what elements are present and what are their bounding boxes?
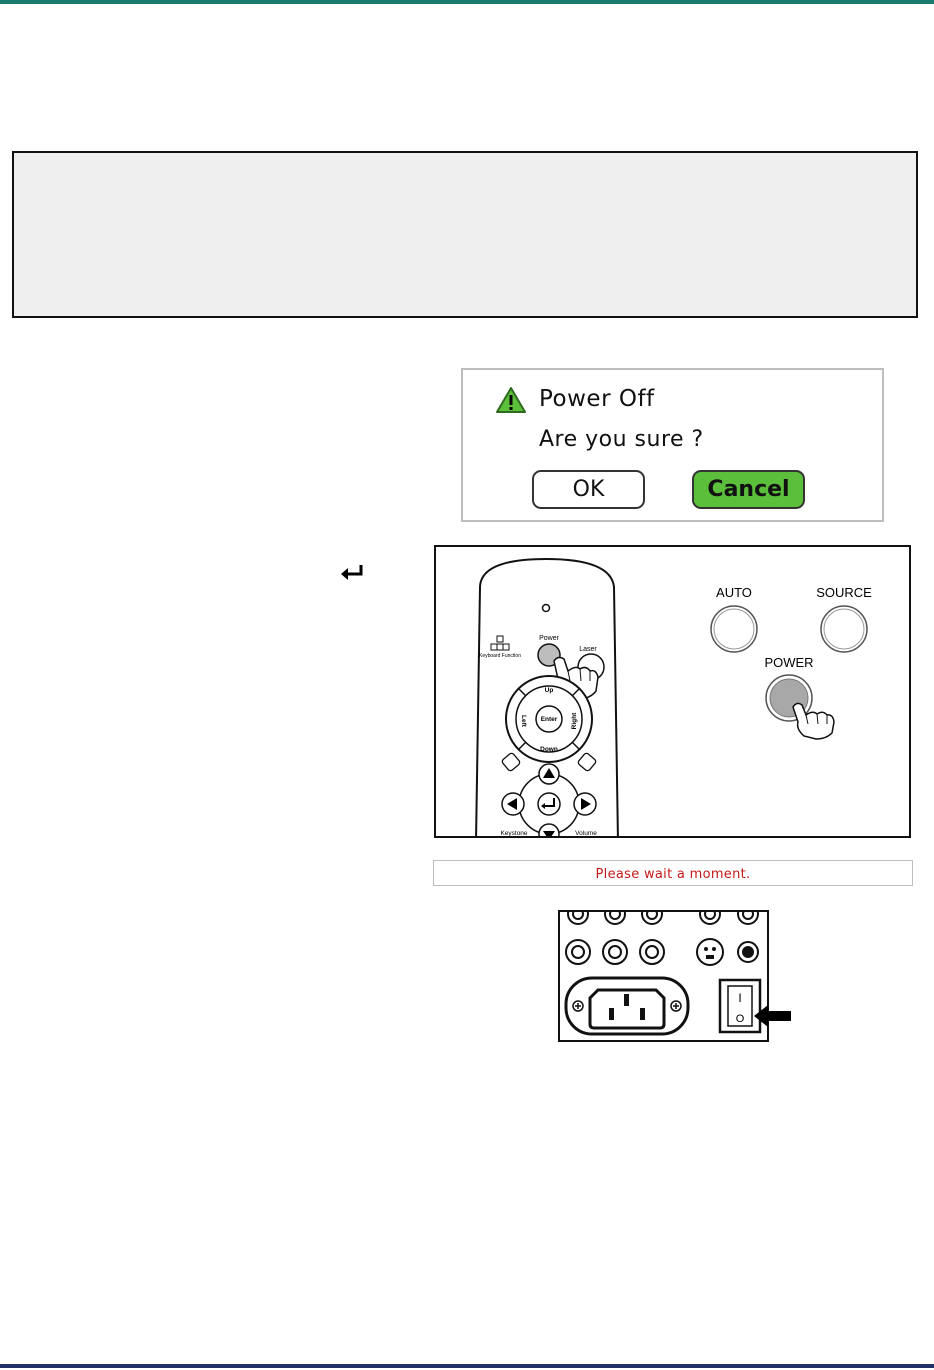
footer-rule <box>0 1364 934 1368</box>
rear-panel-drawing <box>560 912 767 1040</box>
connector-row-middle <box>566 939 758 965</box>
note-box <box>12 151 918 318</box>
cancel-button[interactable]: Cancel <box>692 470 805 509</box>
auto-button[interactable] <box>711 606 757 652</box>
remote-laser-label: Laser <box>579 646 597 653</box>
enter-key-icon <box>338 562 366 584</box>
remote-power-label: Power <box>539 635 559 642</box>
ac-inlet <box>566 978 688 1034</box>
source-button[interactable] <box>821 606 867 652</box>
remote-illustration <box>436 547 909 836</box>
remote-keystone-label: Keystone <box>500 830 528 836</box>
dialog-title: Power Off <box>539 386 655 412</box>
remote-down-label: Down <box>540 746 558 753</box>
remote-left-label: Left <box>520 715 527 727</box>
status-message-bar <box>433 860 913 886</box>
dialog-question: Are you sure ? <box>539 427 704 452</box>
status-message: Please wait a moment. <box>595 867 751 882</box>
panel-hand-pointer-icon <box>793 703 834 739</box>
connector-row-top <box>568 912 758 924</box>
power-off-dialog <box>461 368 884 522</box>
ok-button[interactable]: OK <box>532 470 645 509</box>
auto-label: AUTO <box>716 585 752 600</box>
remote-up-label: Up <box>544 687 554 694</box>
arrow-left-icon <box>752 1004 792 1028</box>
header-rule <box>0 0 934 4</box>
keyboard-function-label: Keyboard Function <box>479 653 521 659</box>
remote-right-label: Right <box>571 712 578 730</box>
remote-and-panel-illustration <box>434 545 911 838</box>
switch-on-symbol: I <box>738 991 742 1005</box>
remote-volume-label: Volume <box>575 830 597 836</box>
source-label: SOURCE <box>816 585 872 600</box>
remote-enter-label: Enter <box>540 716 558 723</box>
rear-panel-illustration <box>558 910 769 1042</box>
warning-icon <box>495 386 527 414</box>
switch-off-symbol: O <box>735 1013 745 1025</box>
panel-power-label: POWER <box>764 655 814 670</box>
